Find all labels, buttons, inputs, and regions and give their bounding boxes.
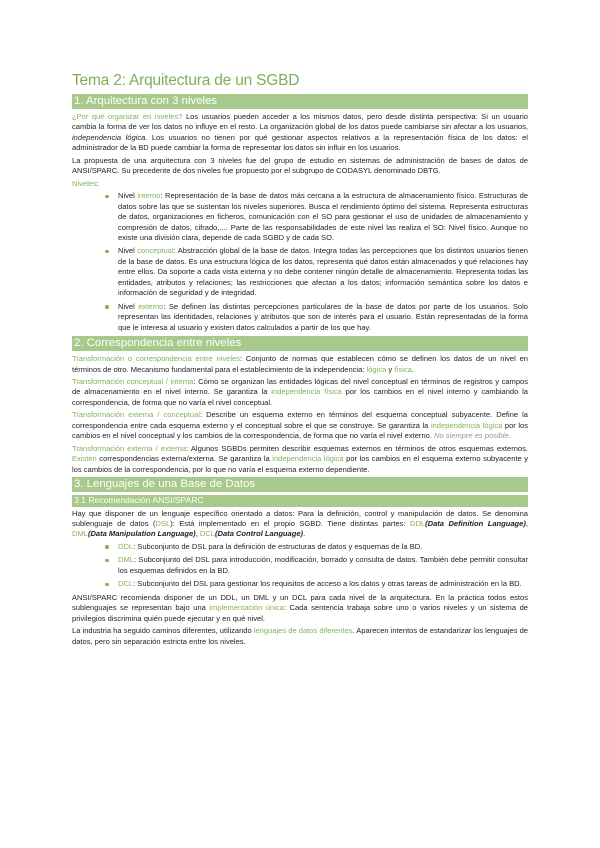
dcl-item: DCL: Subconjunto del DSL para gestionar los requisitos de acceso a los datos y otras tareas de administración en la BD.	[118, 579, 528, 589]
paragraph-ansi-recommendation: ANSI/SPARC recomienda disponer de un DDL, un DML y un DCL para cada nivel de la arquitectura. En la práctica todos estos sublenguajes se representan bajo una implementación única: Cada sentencia trabaja sobre uno o varios niveles y un sistema de privilegios discrimina quién puede ejecutar y en qué nivel.	[72, 592, 528, 623]
level-conceptual-item: Nivel conceptual: Abstracción global de la base de datos. Integra todas las percepciones que los distintos usuarios tienen de la base de datos. Es una estructura lógica de los datos, representa qué datos están almacenados y qué relaciones hay entre ellos. Da soporte a cada vista externa y no debe contener ningún detalle de almacenamiento. Representa todas las entidades, atributos y relaciones; las restricciones que afectan a los datos; información semántica sobre los datos e información de seguridad y de integridad.	[118, 246, 528, 298]
paragraph-industry: La industria ha seguido caminos diferentes, utilizando lenguajes de datos diferentes. Aparecen intentos de estandarizar los lenguajes de datos, pero sin separación estricta entre los niveles.	[72, 626, 529, 646]
paragraph-transformation: Transformación o correspondencia entre niveles: Conjunto de normas que establecen cómo se definen los datos de un nivel en términos de otro. Mecanismo fundamental para el establecimiento de la independencia: lógica y física.	[72, 354, 528, 374]
paragraph-why-levels: ¿Por qué organizar en niveles? Los usuarios pueden acceder a los mismos datos, pero desde distinta perspectiva: Si un usuario cambia la forma de ver los datos no influye en el resto. La organización global de los datos puede cambiarse sin afectar a los usuarios, independencia lógica. Los usuarios no tienen por qué gestionar aspectos relativos a la representación física de los datos: el administrador de la BD puede cambiar la forma de representar los datos sin influir en los usuarios.	[72, 112, 529, 153]
dsl-parts-list	[72, 542, 528, 590]
ddl-item: DDL: Subconjunto de DSL para la definición de estructuras de datos y esquemas de la BD.	[118, 542, 528, 552]
document-title: Tema 2: Arquitectura de un SGBD	[72, 72, 300, 89]
dml-item: DML: Subconjunto del DSL para introducción, modificación, borrado y consulta de datos. También debe permitir consultar los esquemas definidos en la BD.	[118, 555, 528, 575]
level-external-item: Nivel externo: Se definen las distintas percepciones particulares de la base de datos por parte de los usuarios. Solo representan las identidades, relaciones y atributos que son de interés para el usuario. Están representadas de la forma que le interesa al usuario y existen datos calculados a partir de los que hay.	[118, 301, 528, 332]
paragraph-external-external: Transformación externa / externa: Algunos SGBDs permiten describir esquemas externos en términos de otros esquemas externos. Existen correspondencias externa/externa. Se garantiza la independencia lógica por los cambios en el esquema externo subyacente y los cambios de la correspondencia, por lo que no varía el esquema externo dependiente.	[72, 443, 529, 474]
paragraph-conceptual-internal: Transformación conceptual / interna: Cómo se organizan las entidades lógicas del nivel conceptual en términos de registros y campos de almacenamiento en el nivel interno. Se garantiza la independencia física por los cambios en el nivel interno y cambiando la correspondencia, de forma que no varía el nivel conceptual.	[72, 376, 528, 407]
levels-list	[72, 191, 528, 333]
paragraph-ansi-proposal: La propuesta de una arquitectura con 3 niveles fue del grupo de estudio en sistemas de administración de bases de datos de ANSI/SPARC. Su precedente de dos niveles fue propuesto por el subgrupo de CODASYL denominado DBTG.	[72, 155, 528, 176]
section-heading-1: 1. Arquitectura con 3 niveles	[72, 94, 528, 109]
document-page	[72, 72, 528, 649]
section-heading-3: 3. Lenguajes de una Base de Datos	[72, 477, 528, 492]
paragraph-external-conceptual: Transformación externa / conceptual: Describe un esquema externo en términos del esquema conceptual subyacente. Define la correspondencia entre cada esquema externo y el conceptual sobre el que se construye. Se garantiza la independencia lógica por los cambios en el nivel conceptual y los cambios de la correspondencia, de forma que no varía el nivel externo. No siempre es posible.	[72, 410, 528, 441]
level-internal-item: Nivel interno: Representación de la base de datos más cercana a la estructura de almacenamiento físico. Estructuras de datos sobre las que se sustentan los niveles superiores. Busca el rendimiento óptimo del sistema. Representa estructuras de datos, organizaciones en ficheros, comunicación con el SO para gestionar el uso de unidades de almacenamiento y compresión de datos, cifrado,.... Parte de las responsabilidades de este nivel las realiza el SO: Nivel físico. Aunque no existe una división clara, depende de cada SGBD y de cada SO.	[118, 191, 528, 242]
paragraph-dsl: Hay que disponer de un lenguaje específico orientado a datos: Para la definición, control y manipulación de datos. Se denomina sublenguaje de datos (DSL): Está implementado en el propio SGBD. Tiene distintas partes: DDL(Data Definition Language), DML(Data Manipulation Language), DCL(Data Control Language).	[72, 508, 528, 539]
section-heading-2: 2. Correspondencia entre niveles	[72, 336, 528, 351]
subsection-heading-3-1: 3.1 Recomendación ANSI/SPARC	[72, 495, 528, 507]
niveles-label: Niveles:	[72, 178, 99, 188]
